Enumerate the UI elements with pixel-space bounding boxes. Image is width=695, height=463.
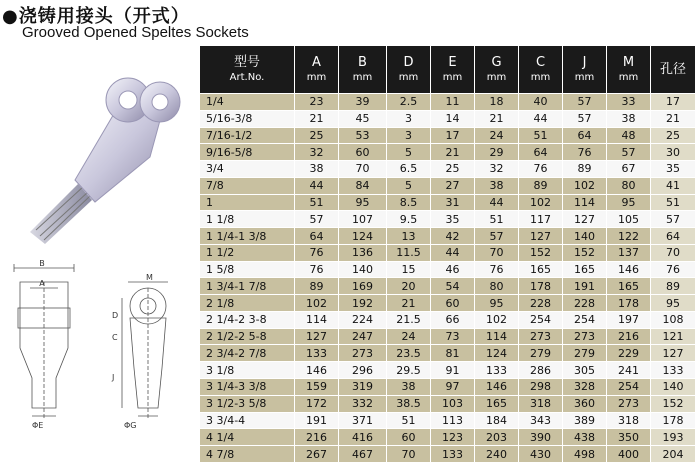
value-cell: 146 [607, 261, 651, 278]
column-header-label: B [358, 54, 367, 70]
model-cell: 4 7/8 [200, 446, 295, 463]
value-cell: 127 [651, 345, 695, 362]
value-cell: 159 [295, 379, 339, 396]
value-cell: 84 [339, 177, 387, 194]
value-cell: 57 [651, 211, 695, 228]
model-cell: 1 1/8 [200, 211, 295, 228]
column-header-unit: mm [486, 71, 507, 83]
label-g: ΦG [124, 421, 137, 430]
value-cell: 192 [339, 295, 387, 312]
value-cell: 20 [387, 278, 431, 295]
value-cell: 35 [651, 161, 695, 178]
value-cell: 11 [431, 94, 475, 111]
value-cell: 25 [295, 127, 339, 144]
value-cell: 467 [339, 446, 387, 463]
column-header [339, 46, 387, 94]
value-cell: 38 [387, 379, 431, 396]
value-cell: 17 [431, 127, 475, 144]
value-cell: 5 [387, 144, 431, 161]
value-cell: 40 [519, 94, 563, 111]
value-cell: 114 [563, 194, 607, 211]
value-cell: 296 [339, 362, 387, 379]
value-cell: 191 [563, 278, 607, 295]
value-cell: 203 [475, 429, 519, 446]
value-cell: 127 [295, 328, 339, 345]
value-cell: 46 [431, 261, 475, 278]
value-cell: 76 [295, 261, 339, 278]
value-cell: 124 [339, 228, 387, 245]
value-cell: 123 [431, 429, 475, 446]
value-cell: 35 [431, 211, 475, 228]
column-header-label: E [448, 54, 457, 70]
value-cell: 64 [651, 228, 695, 245]
table-row [200, 311, 695, 328]
table-row [200, 379, 695, 396]
table-row [200, 94, 695, 111]
value-cell: 24 [387, 328, 431, 345]
value-cell: 21 [651, 110, 695, 127]
value-cell: 124 [475, 345, 519, 362]
model-cell: 3/4 [200, 161, 295, 178]
column-header [519, 46, 563, 94]
value-cell: 51 [651, 194, 695, 211]
value-cell: 133 [475, 362, 519, 379]
model-cell: 1/4 [200, 94, 295, 111]
value-cell: 14 [431, 110, 475, 127]
value-cell: 152 [519, 244, 563, 261]
column-header-unit: mm [352, 71, 373, 83]
value-cell: 70 [475, 244, 519, 261]
model-cell: 1 5/8 [200, 261, 295, 278]
model-cell: 3 1/2-3 5/8 [200, 395, 295, 412]
value-cell: 241 [607, 362, 651, 379]
model-cell: 9/16-5/8 [200, 144, 295, 161]
table-row [200, 228, 695, 245]
value-cell: 70 [651, 244, 695, 261]
value-cell: 70 [387, 446, 431, 463]
table-body [200, 94, 695, 463]
value-cell: 127 [519, 228, 563, 245]
value-cell: 42 [431, 228, 475, 245]
column-header [651, 46, 695, 94]
value-cell: 254 [607, 379, 651, 396]
value-cell: 343 [519, 412, 563, 429]
value-cell: 328 [563, 379, 607, 396]
label-e: ΦE [32, 421, 44, 430]
value-cell: 184 [475, 412, 519, 429]
value-cell: 15 [387, 261, 431, 278]
model-cell: 4 1/4 [200, 429, 295, 446]
column-header-unit: mm [398, 71, 419, 83]
value-cell: 133 [295, 345, 339, 362]
value-cell: 3 [387, 110, 431, 127]
value-cell: 89 [519, 177, 563, 194]
value-cell: 165 [563, 261, 607, 278]
value-cell: 24 [475, 127, 519, 144]
value-cell: 390 [519, 429, 563, 446]
table-row [200, 127, 695, 144]
value-cell: 127 [563, 211, 607, 228]
value-cell: 228 [563, 295, 607, 312]
table-row [200, 446, 695, 463]
table-row [200, 194, 695, 211]
model-cell: 1 3/4-1 7/8 [200, 278, 295, 295]
value-cell: 267 [295, 446, 339, 463]
value-cell: 229 [607, 345, 651, 362]
value-cell: 89 [295, 278, 339, 295]
value-cell: 76 [519, 161, 563, 178]
table-row [200, 345, 695, 362]
column-header-label: A [312, 54, 321, 70]
value-cell: 73 [431, 328, 475, 345]
value-cell: 318 [607, 412, 651, 429]
value-cell: 216 [607, 328, 651, 345]
table-row [200, 412, 695, 429]
value-cell: 44 [295, 177, 339, 194]
value-cell: 23 [295, 94, 339, 111]
value-cell: 76 [651, 261, 695, 278]
value-cell: 254 [563, 311, 607, 328]
value-cell: 136 [339, 244, 387, 261]
value-cell: 102 [563, 177, 607, 194]
column-header-label: M [622, 54, 635, 70]
value-cell: 133 [431, 446, 475, 463]
value-cell: 114 [475, 328, 519, 345]
value-cell: 76 [295, 244, 339, 261]
model-cell: 5/16-3/8 [200, 110, 295, 127]
model-cell: 7/16-1/2 [200, 127, 295, 144]
value-cell: 97 [431, 379, 475, 396]
value-cell: 38.5 [387, 395, 431, 412]
table-row [200, 429, 695, 446]
value-cell: 117 [519, 211, 563, 228]
title-bullet: ● [2, 6, 19, 27]
value-cell: 23.5 [387, 345, 431, 362]
value-cell: 44 [519, 110, 563, 127]
table-row [200, 395, 695, 412]
value-cell: 57 [607, 144, 651, 161]
value-cell: 122 [607, 228, 651, 245]
value-cell: 178 [651, 412, 695, 429]
value-cell: 21 [431, 144, 475, 161]
value-cell: 273 [339, 345, 387, 362]
column-header [387, 46, 431, 94]
value-cell: 193 [651, 429, 695, 446]
column-header-unit: mm [574, 71, 595, 83]
value-cell: 247 [339, 328, 387, 345]
value-cell: 95 [651, 295, 695, 312]
column-header-unit: mm [530, 71, 551, 83]
value-cell: 44 [431, 244, 475, 261]
value-cell: 254 [519, 311, 563, 328]
value-cell: 51 [519, 127, 563, 144]
value-cell: 389 [563, 412, 607, 429]
value-cell: 38 [607, 110, 651, 127]
value-cell: 32 [475, 161, 519, 178]
value-cell: 91 [431, 362, 475, 379]
wire-rope [30, 184, 92, 244]
side-view [122, 282, 168, 418]
value-cell: 146 [295, 362, 339, 379]
value-cell: 29.5 [387, 362, 431, 379]
value-cell: 76 [475, 261, 519, 278]
column-header-label: C [535, 54, 546, 70]
value-cell: 38 [475, 177, 519, 194]
table-row [200, 261, 695, 278]
value-cell: 3 [387, 127, 431, 144]
value-cell: 240 [475, 446, 519, 463]
value-cell: 95 [607, 194, 651, 211]
page-subtitle: Grooved Opened Speltes Sockets [22, 24, 249, 41]
column-header-label: 型号 [233, 54, 260, 70]
value-cell: 498 [563, 446, 607, 463]
value-cell: 66 [431, 311, 475, 328]
value-cell: 31 [431, 194, 475, 211]
value-cell: 81 [431, 345, 475, 362]
value-cell: 54 [431, 278, 475, 295]
value-cell: 273 [563, 328, 607, 345]
value-cell: 76 [563, 144, 607, 161]
model-cell: 2 3/4-2 7/8 [200, 345, 295, 362]
value-cell: 305 [563, 362, 607, 379]
value-cell: 17 [651, 94, 695, 111]
value-cell: 30 [651, 144, 695, 161]
value-cell: 64 [519, 144, 563, 161]
technical-drawing [0, 258, 200, 458]
value-cell: 152 [563, 244, 607, 261]
column-header-label: G [491, 54, 502, 70]
column-header-unit: mm [442, 71, 463, 83]
value-cell: 51 [387, 412, 431, 429]
header-row [200, 46, 695, 94]
value-cell: 21 [295, 110, 339, 127]
value-cell: 286 [519, 362, 563, 379]
value-cell: 53 [339, 127, 387, 144]
value-cell: 113 [431, 412, 475, 429]
value-cell: 107 [339, 211, 387, 228]
column-header-label: D [403, 54, 414, 70]
model-cell: 3 3/4-4 [200, 412, 295, 429]
value-cell: 29 [475, 144, 519, 161]
label-m: M [146, 273, 153, 282]
value-cell: 80 [475, 278, 519, 295]
label-d: D [112, 311, 119, 320]
table-row [200, 177, 695, 194]
value-cell: 67 [607, 161, 651, 178]
value-cell: 51 [295, 194, 339, 211]
column-header [200, 46, 295, 94]
column-header [475, 46, 519, 94]
value-cell: 371 [339, 412, 387, 429]
value-cell: 298 [519, 379, 563, 396]
value-cell: 11.5 [387, 244, 431, 261]
value-cell: 89 [563, 161, 607, 178]
column-header-label: 孔径 [659, 61, 686, 77]
value-cell: 360 [563, 395, 607, 412]
table-row [200, 328, 695, 345]
title-chinese: 浇铸用接头（开式） [18, 6, 190, 27]
value-cell: 133 [651, 362, 695, 379]
value-cell: 64 [563, 127, 607, 144]
value-cell: 228 [519, 295, 563, 312]
value-cell: 51 [475, 211, 519, 228]
value-cell: 60 [431, 295, 475, 312]
column-header [607, 46, 651, 94]
value-cell: 5 [387, 177, 431, 194]
value-cell: 8.5 [387, 194, 431, 211]
value-cell: 25 [431, 161, 475, 178]
value-cell: 70 [339, 161, 387, 178]
table-row [200, 295, 695, 312]
value-cell: 95 [339, 194, 387, 211]
value-cell: 21 [475, 110, 519, 127]
value-cell: 80 [607, 177, 651, 194]
value-cell: 273 [607, 395, 651, 412]
value-cell: 39 [339, 94, 387, 111]
value-cell: 18 [475, 94, 519, 111]
model-cell: 7/8 [200, 177, 295, 194]
value-cell: 172 [295, 395, 339, 412]
value-cell: 33 [607, 94, 651, 111]
value-cell: 416 [339, 429, 387, 446]
value-cell: 89 [651, 278, 695, 295]
table-row [200, 244, 695, 261]
value-cell: 279 [563, 345, 607, 362]
value-cell: 9.5 [387, 211, 431, 228]
value-cell: 27 [431, 177, 475, 194]
model-cell: 1 [200, 194, 295, 211]
model-cell: 3 1/4-3 3/8 [200, 379, 295, 396]
value-cell: 13 [387, 228, 431, 245]
model-cell: 1 1/4-1 3/8 [200, 228, 295, 245]
value-cell: 38 [295, 161, 339, 178]
value-cell: 2.5 [387, 94, 431, 111]
model-cell: 1 1/2 [200, 244, 295, 261]
label-a: A [39, 279, 45, 288]
table-row [200, 161, 695, 178]
value-cell: 57 [563, 110, 607, 127]
column-header-unit: Art.No. [229, 71, 265, 83]
value-cell: 105 [607, 211, 651, 228]
value-cell: 438 [563, 429, 607, 446]
value-cell: 224 [339, 311, 387, 328]
value-cell: 103 [431, 395, 475, 412]
value-cell: 350 [607, 429, 651, 446]
model-cell: 2 1/8 [200, 295, 295, 312]
value-cell: 332 [339, 395, 387, 412]
value-cell: 25 [651, 127, 695, 144]
value-cell: 140 [563, 228, 607, 245]
value-cell: 146 [475, 379, 519, 396]
table-row [200, 211, 695, 228]
model-cell: 3 1/8 [200, 362, 295, 379]
table-row [200, 110, 695, 127]
value-cell: 57 [475, 228, 519, 245]
value-cell: 60 [387, 429, 431, 446]
table-row [200, 144, 695, 161]
value-cell: 102 [475, 311, 519, 328]
value-cell: 64 [295, 228, 339, 245]
value-cell: 114 [295, 311, 339, 328]
column-header-unit: mm [618, 71, 639, 83]
socket-body [75, 78, 180, 202]
value-cell: 57 [295, 211, 339, 228]
value-cell: 279 [519, 345, 563, 362]
value-cell: 178 [607, 295, 651, 312]
value-cell: 430 [519, 446, 563, 463]
model-cell: 2 1/2-2 5-8 [200, 328, 295, 345]
value-cell: 319 [339, 379, 387, 396]
label-c: C [112, 333, 118, 342]
value-cell: 102 [519, 194, 563, 211]
spec-table [199, 45, 695, 463]
value-cell: 152 [651, 395, 695, 412]
socket-photo [0, 62, 200, 252]
value-cell: 204 [651, 446, 695, 463]
value-cell: 165 [607, 278, 651, 295]
value-cell: 140 [651, 379, 695, 396]
value-cell: 95 [475, 295, 519, 312]
column-header [431, 46, 475, 94]
value-cell: 102 [295, 295, 339, 312]
value-cell: 21 [387, 295, 431, 312]
table-row [200, 362, 695, 379]
column-header-label: J [582, 54, 587, 70]
column-header [295, 46, 339, 94]
value-cell: 137 [607, 244, 651, 261]
table-row [200, 278, 695, 295]
value-cell: 57 [563, 94, 607, 111]
value-cell: 178 [519, 278, 563, 295]
value-cell: 6.5 [387, 161, 431, 178]
value-cell: 121 [651, 328, 695, 345]
column-header [563, 46, 607, 94]
value-cell: 165 [475, 395, 519, 412]
value-cell: 41 [651, 177, 695, 194]
value-cell: 197 [607, 311, 651, 328]
value-cell: 216 [295, 429, 339, 446]
value-cell: 140 [339, 261, 387, 278]
label-b: B [39, 259, 45, 268]
value-cell: 60 [339, 144, 387, 161]
value-cell: 169 [339, 278, 387, 295]
value-cell: 21.5 [387, 311, 431, 328]
value-cell: 191 [295, 412, 339, 429]
value-cell: 108 [651, 311, 695, 328]
value-cell: 165 [519, 261, 563, 278]
model-cell: 2 1/4-2 3-8 [200, 311, 295, 328]
value-cell: 32 [295, 144, 339, 161]
value-cell: 318 [519, 395, 563, 412]
label-j: J [112, 373, 115, 382]
value-cell: 44 [475, 194, 519, 211]
value-cell: 48 [607, 127, 651, 144]
value-cell: 273 [519, 328, 563, 345]
column-header-unit: mm [306, 71, 327, 83]
value-cell: 45 [339, 110, 387, 127]
value-cell: 400 [607, 446, 651, 463]
